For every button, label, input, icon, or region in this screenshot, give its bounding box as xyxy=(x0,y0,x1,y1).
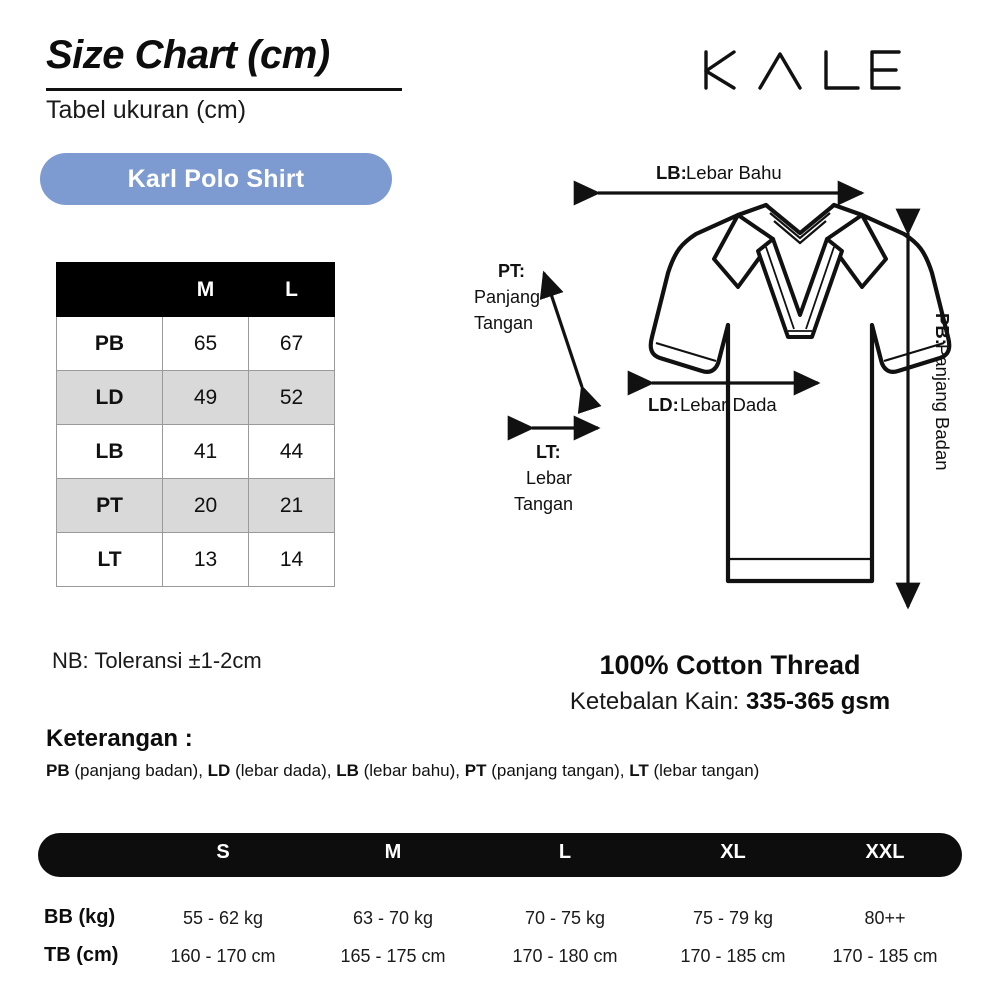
legend-desc-ld: (lebar dada) xyxy=(235,761,327,780)
table-row xyxy=(57,317,335,371)
product-badge-label: Karl Polo Shirt xyxy=(127,164,305,193)
measurement-table-corner xyxy=(57,263,163,317)
lb-measure-label xyxy=(656,162,782,183)
table-row xyxy=(57,371,335,425)
kale-wordmark-logo xyxy=(700,48,905,92)
page-title: Size Chart (cm) xyxy=(46,33,330,77)
fabric-title: 100% Cotton Thread xyxy=(599,650,861,680)
legend-code-pb: PB xyxy=(46,761,70,780)
bodysize-cell: 75 - 79 kg xyxy=(692,908,774,928)
fabric-weight-label: Ketebalan Kain: xyxy=(569,688,747,715)
measurement-cell: 13 xyxy=(163,533,249,587)
fabric-weight-value: 335-365 gsm xyxy=(746,688,891,715)
product-badge xyxy=(40,153,392,205)
legend-code-pt: PT xyxy=(464,761,487,780)
measurement-cell: 20 xyxy=(163,479,249,533)
bodysize-row-label-tb: TB (cm) xyxy=(44,944,119,966)
legend-desc-lb: (lebar bahu) xyxy=(363,761,456,780)
measurement-cell: 65 xyxy=(163,317,249,371)
bodysize-col-l: L xyxy=(558,841,572,863)
measurement-cell: 67 xyxy=(249,317,335,371)
svg-text:LB:: LB: xyxy=(656,162,687,183)
bodysize-cell: 170 - 185 cm xyxy=(680,946,786,966)
bodysize-col-xl: XL xyxy=(720,841,746,863)
svg-text:Panjang Badan: Panjang Badan xyxy=(932,344,953,471)
svg-text:LD:: LD: xyxy=(648,394,679,415)
legend-desc-lt: (lebar tangan) xyxy=(653,761,760,780)
legend-code-lb: LB xyxy=(336,761,359,780)
svg-text:PB:: PB: xyxy=(932,313,953,345)
svg-text:Lebar Dada: Lebar Dada xyxy=(680,394,777,415)
svg-text:Lebar: Lebar xyxy=(526,468,573,488)
svg-text:Tangan: Tangan xyxy=(474,313,534,333)
pb-measure-label xyxy=(932,313,953,471)
svg-text:Lebar Bahu: Lebar Bahu xyxy=(686,162,782,183)
lt-measure-label xyxy=(514,442,573,514)
legend-desc-pb: (panjang badan) xyxy=(74,761,199,780)
measurement-row-label: PT xyxy=(57,479,163,533)
bodysize-col-m: M xyxy=(384,841,402,863)
bodysize-col-s: S xyxy=(216,841,230,863)
pt-measure-arrow xyxy=(544,273,582,387)
ld-measure-label xyxy=(648,394,777,415)
measurement-row-label: LT xyxy=(57,533,163,587)
legend-code-ld: LD xyxy=(207,761,231,780)
measurement-cell: 21 xyxy=(249,479,335,533)
legend-desc-pt: (panjang tangan) xyxy=(491,761,620,780)
measurement-table xyxy=(56,262,335,587)
bodysize-row-label-bb: BB (kg) xyxy=(44,906,116,928)
legend-line: PB (panjang badan), LD (lebar dada), LB (lebar bahu), PT (panjang tangan), LT (lebar tangan) xyxy=(46,761,760,780)
measurement-cell: 49 xyxy=(163,371,249,425)
measurement-col-l: L xyxy=(249,263,335,317)
table-row xyxy=(57,425,335,479)
measurement-cell: 41 xyxy=(163,425,249,479)
measurement-cell: 44 xyxy=(249,425,335,479)
measurement-cell: 14 xyxy=(249,533,335,587)
bodysize-cell: 165 - 175 cm xyxy=(340,946,446,966)
table-row xyxy=(57,533,335,587)
bodysize-cell: 70 - 75 kg xyxy=(524,908,606,928)
measurement-row-label: LB xyxy=(57,425,163,479)
legend-heading: Keterangan : xyxy=(46,725,193,752)
svg-text:Panjang: Panjang xyxy=(474,287,541,307)
bodysize-cell: 63 - 70 kg xyxy=(352,908,434,928)
measurement-row-label: PB xyxy=(57,317,163,371)
measurement-table-header-row xyxy=(57,263,335,317)
tolerance-note: NB: Toleransi ±1-2cm xyxy=(52,648,262,673)
svg-text:LT:: LT: xyxy=(536,442,561,462)
title-underline xyxy=(46,88,402,91)
svg-text:PT:: PT: xyxy=(498,261,525,281)
bodysize-cell: 55 - 62 kg xyxy=(182,908,264,928)
bodysize-cell: 80++ xyxy=(864,908,906,928)
measurement-col-m: M xyxy=(163,263,249,317)
fabric-weight xyxy=(500,688,960,716)
page-subtitle: Tabel ukuran (cm) xyxy=(46,96,247,124)
measurement-cell: 52 xyxy=(249,371,335,425)
svg-text:Tangan: Tangan xyxy=(514,494,574,514)
pt-measure-label xyxy=(474,261,540,333)
polo-shirt-illustration xyxy=(470,155,1000,635)
table-row xyxy=(57,479,335,533)
bodysize-cell: 160 - 170 cm xyxy=(170,946,276,966)
measurement-row-label: LD xyxy=(57,371,163,425)
bodysize-cell: 170 - 185 cm xyxy=(832,946,938,966)
bodysize-cell: 170 - 180 cm xyxy=(512,946,618,966)
legend-code-lt: LT xyxy=(629,761,649,780)
bodysize-col-xxl: XXL xyxy=(865,841,905,863)
